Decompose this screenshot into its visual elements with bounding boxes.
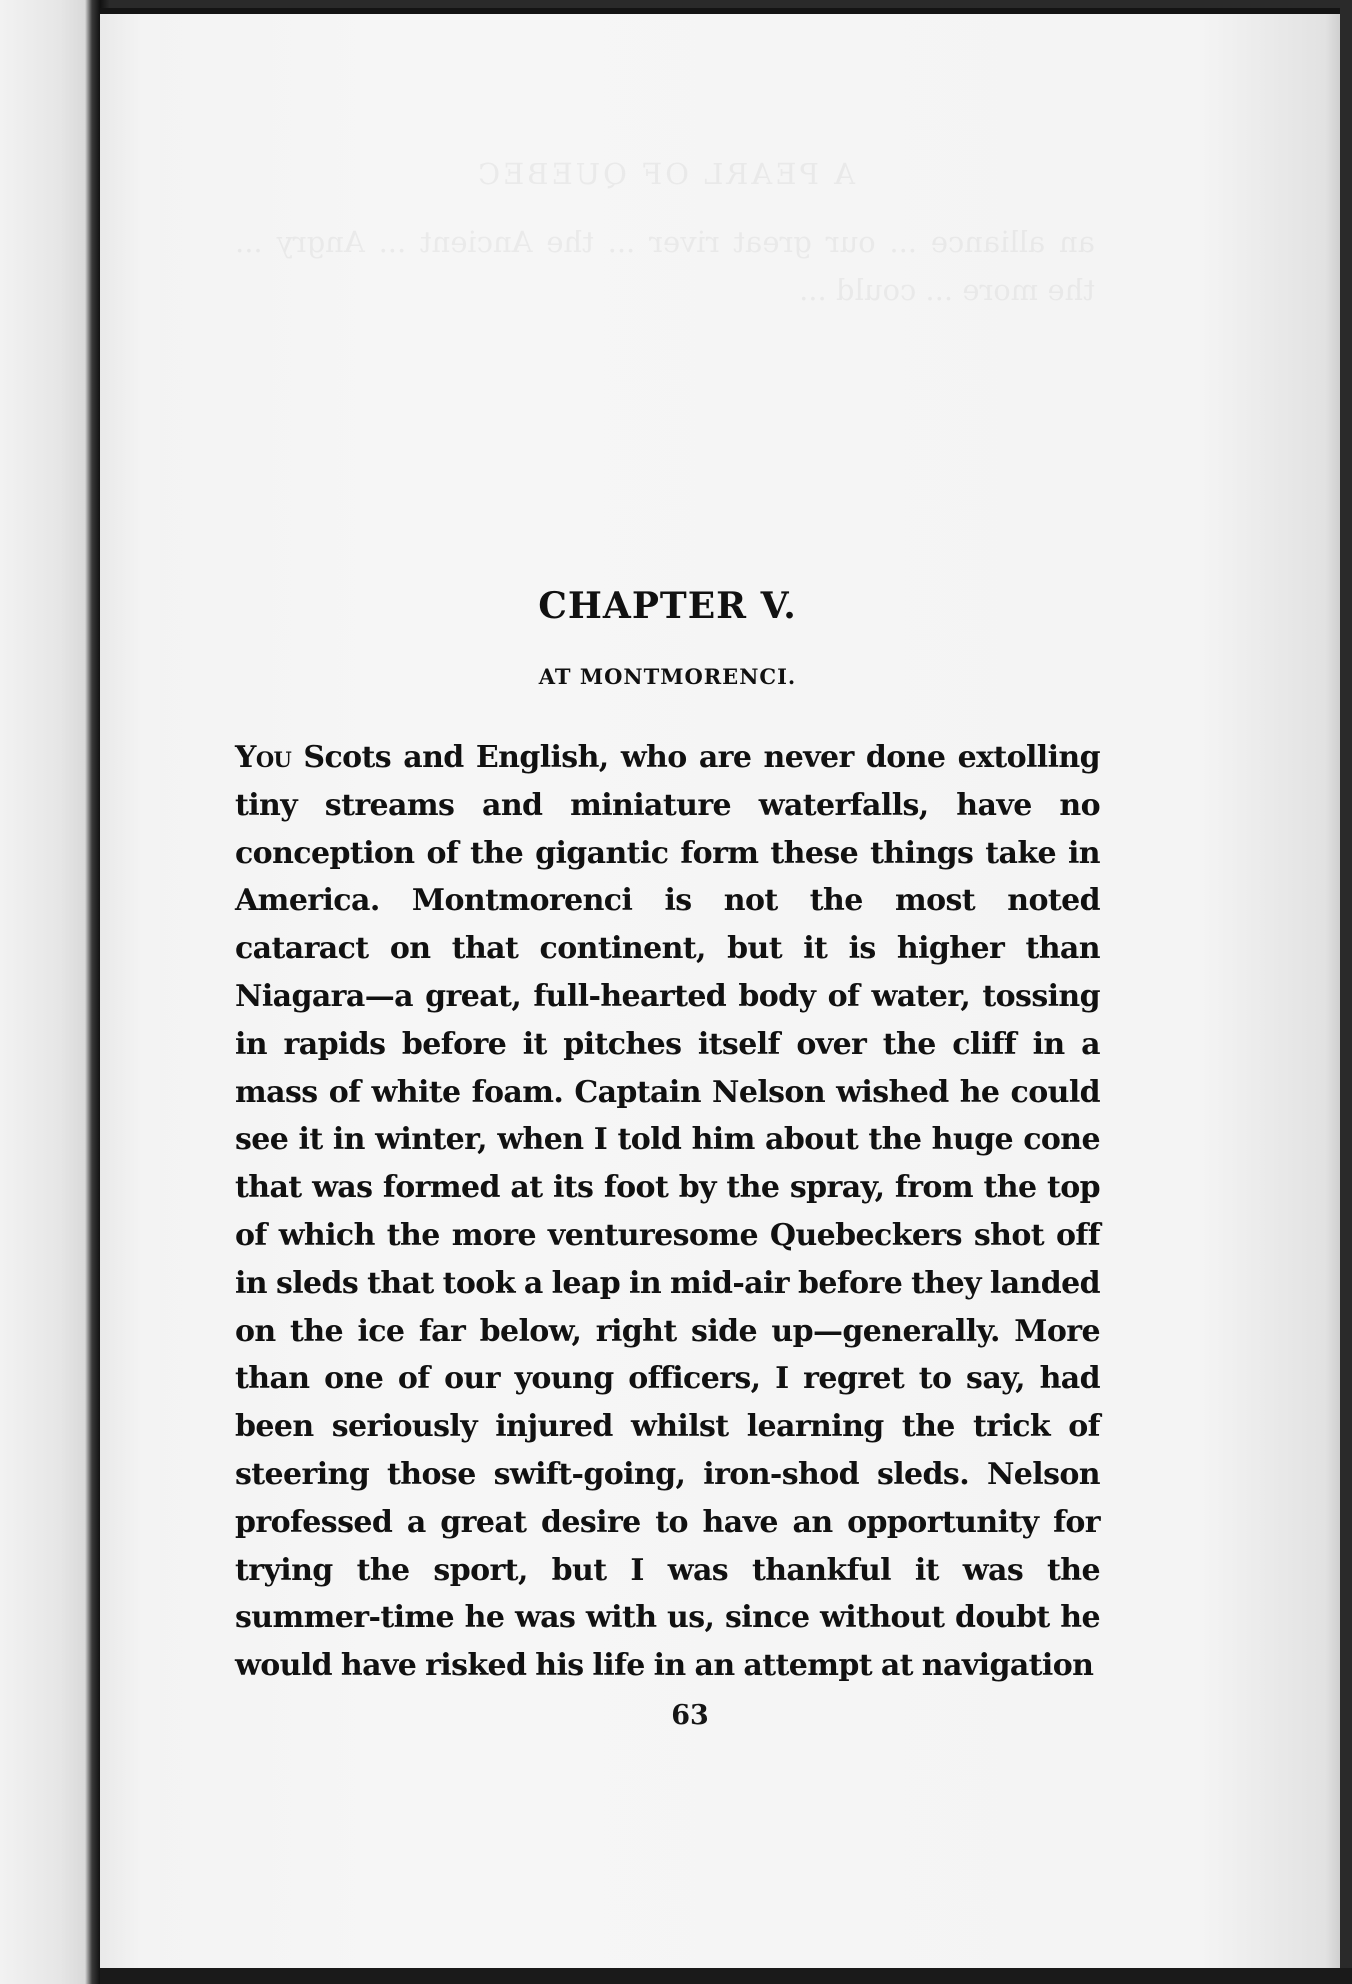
binding-edge [0,0,110,1984]
opening-word: You [235,740,292,775]
paragraph-text: Scots and English, who are never done extolling tiny streams and miniature waterfalls, have no conception of the gigantic form these things take in America. Montmorenci is not the most noted cataract on that continent, but it is higher than Niagara—a great, full-hearted body of water, tossing in rapids before it pitches itself over the cliff in a mass of white foam. Captain Nelson wished he could see it in winter, when I told him about the huge cone that was formed at its foot by the spray, from the top of which the more venturesome Quebeckers shot off in sleds that took a leap in mid-air before they landed on the ice far below, right side up—generally. More than one of our young officers, I regret to say, had been seriously injured whilst learning the trick of steering those swift-going, iron-shod sleds. Nelson professed a great desire to have an opportunity for trying the sport, but I was thankful it was the summer-time he was with us, since without doubt he would have risked his life in an attempt at navigation [235,740,1100,1684]
page-number: 63 [671,1700,709,1731]
body-paragraph [235,734,1100,1690]
chapter-subtitle: AT MONTMORENCI. [538,664,797,689]
page-content [235,580,1100,1690]
chapter-title: CHAPTER V. [538,585,797,627]
page-bottom-edge [100,1968,1352,1984]
